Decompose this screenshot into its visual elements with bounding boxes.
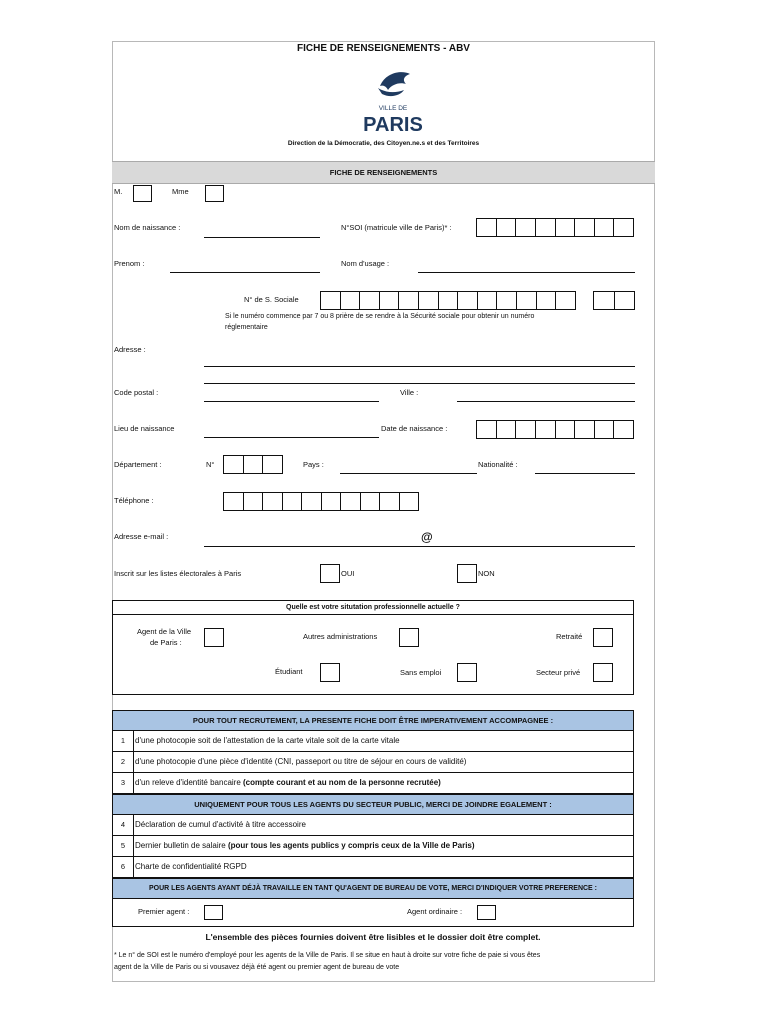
agent-ville-label-line1: Agent de la Ville <box>137 627 192 636</box>
nationalite-label: Nationalité : <box>478 460 518 469</box>
etudiant-label: Étudiant <box>275 667 303 676</box>
secu-note-line2: réglementaire <box>225 324 268 331</box>
doc-row-text: Dernier bulletin de salaire (pour tous les agents publics y compris ceux de la Ville de Paris) <box>135 841 475 850</box>
email-label: Adresse e-mail : <box>114 532 169 541</box>
soi-footnote <box>114 950 634 974</box>
secu-note-line1: Si le numéro commence par 7 ou 8 prière de se rendre à la Sécurité sociale pour obtenir un numéro <box>225 313 535 320</box>
doc-row-number: 4 <box>113 815 134 835</box>
sans-emploi-label: Sans emploi <box>400 668 442 677</box>
soi-footnote-line1: * Le n° de SOI est le numéro d'employé pour les agents de la Ville de Paris. Il se situe en haut à droite sur votre fiche de paie si vous êtes <box>114 952 541 959</box>
page-title: FICHE DE RENSEIGNEMENTS - ABV <box>297 43 470 54</box>
ville-label: Ville : <box>400 388 419 397</box>
agent-ordinaire-label: Agent ordinaire : <box>407 907 463 916</box>
civility-mme-label: Mme <box>172 187 189 196</box>
listes-oui-label: OUI <box>341 569 355 578</box>
nom-usage-field[interactable] <box>418 272 635 273</box>
situation-divider <box>112 614 634 615</box>
prenom-field[interactable] <box>170 272 320 273</box>
etudiant-checkbox[interactable] <box>320 663 340 682</box>
paris-logo <box>356 66 430 136</box>
section-header: FICHE DE RENSEIGNEMENTS <box>112 161 655 184</box>
retraite-label: Retraité <box>556 632 583 641</box>
departement-label: Département : <box>114 460 162 469</box>
nationalite-field[interactable] <box>535 473 635 474</box>
doc-row-number: 1 <box>113 731 134 751</box>
doc-row <box>112 752 634 773</box>
date-naissance-label: Date de naissance : <box>381 424 448 433</box>
retraite-checkbox[interactable] <box>593 628 613 647</box>
listes-non-checkbox[interactable] <box>457 564 477 583</box>
doc-row <box>112 857 634 878</box>
civility-m-label: M. <box>114 187 123 196</box>
adresse-field-line1[interactable] <box>204 366 635 367</box>
code-postal-label: Code postal : <box>114 388 159 397</box>
recrutement-header: POUR TOUT RECRUTEMENT, LA PRESENTE FICHE DOIT ÊTRE IMPERATIVEMENT ACCOMPAGNEE : <box>112 710 634 731</box>
soi-input[interactable] <box>476 218 634 237</box>
doc-row-number: 6 <box>113 857 134 877</box>
secu-input[interactable] <box>320 291 576 310</box>
doc-row-text: d'une photocopie soit de l'attestation de la carte vitale soit de la carte vitale <box>135 736 400 745</box>
at-sign: @ <box>421 530 433 544</box>
direction-text: Direction de la Démocratie, des Citoyen.ne.s et des Territoires <box>287 140 480 147</box>
sans-emploi-checkbox[interactable] <box>457 663 477 682</box>
doc-row <box>112 815 634 836</box>
departement-input[interactable] <box>223 455 283 474</box>
pays-field[interactable] <box>340 473 477 474</box>
listes-oui-checkbox[interactable] <box>320 564 340 583</box>
doc-row-text: d'un releve d'identité bancaire (compte courant et au nom de la personne recrutée) <box>135 778 441 787</box>
prenom-label: Prenom : <box>114 259 145 268</box>
secu-label: N° de S. Sociale <box>244 295 299 304</box>
ville-field[interactable] <box>457 401 635 402</box>
soi-label: N°SOI (matricule ville de Paris)* : <box>341 223 452 232</box>
agent-ville-label-line2: de Paris : <box>150 638 182 647</box>
listes-label: Inscrit sur les listes électorales à Paris <box>114 569 242 578</box>
adresse-field-line2[interactable] <box>204 383 635 384</box>
logo-small-text: VILLE DE <box>378 105 408 112</box>
date-naissance-input[interactable] <box>476 420 634 439</box>
bureau-section <box>112 898 634 927</box>
doc-row-text: Déclaration de cumul d'activité à titre accessoire <box>135 820 306 829</box>
ensemble-note: L'ensemble des pièces fournies doivent être lisibles et le dossier doit être complet. <box>205 932 541 942</box>
civility-mme-checkbox[interactable] <box>205 185 224 202</box>
telephone-input[interactable] <box>223 492 419 511</box>
agent-ville-checkbox[interactable] <box>204 628 224 647</box>
nom-naissance-field[interactable] <box>204 237 320 238</box>
lieu-naissance-label: Lieu de naissance <box>114 424 175 433</box>
doc-row-text: d'une photocopie d'une pièce d'identité (CNI, passeport ou titre de séjour en cours de validité) <box>135 757 467 766</box>
code-postal-field[interactable] <box>204 401 379 402</box>
doc-row-text: Charte de confidentialité RGPD <box>135 862 247 871</box>
secteur-prive-label: Secteur privé <box>536 668 581 677</box>
agent-ordinaire-checkbox[interactable] <box>477 905 496 920</box>
lieu-naissance-field[interactable] <box>204 437 379 438</box>
email-field[interactable] <box>204 546 635 547</box>
doc-row <box>112 731 634 752</box>
pays-label: Pays : <box>303 460 324 469</box>
autres-admin-label: Autres administrations <box>303 632 378 641</box>
logo-big-text: PARIS <box>363 114 423 136</box>
listes-non-label: NON <box>478 569 495 578</box>
telephone-label: Téléphone : <box>114 496 154 505</box>
doc-row-number: 5 <box>113 836 134 856</box>
doc-row <box>112 773 634 794</box>
autres-admin-checkbox[interactable] <box>399 628 419 647</box>
premier-agent-label: Premier agent : <box>138 907 190 916</box>
soi-footnote-line2: agent de la Ville de Paris ou si vousavez déjà été agent ou premier agent de bureau de vote <box>114 964 400 971</box>
civility-m-checkbox[interactable] <box>133 185 152 202</box>
nom-usage-label: Nom d'usage : <box>341 259 390 268</box>
bureau-header: POUR LES AGENTS AYANT DÉJÀ TRAVAILLE EN TANT QU'AGENT DE BUREAU DE VOTE, MERCI D'INDIQUER VOTRE PREFERENCE : <box>112 878 634 899</box>
adresse-label: Adresse : <box>114 345 146 354</box>
secteur-prive-checkbox[interactable] <box>593 663 613 682</box>
nom-naissance-label: Nom de naissance : <box>114 223 181 232</box>
departement-num-label: N° <box>206 460 215 469</box>
doc-row-number: 2 <box>113 752 134 772</box>
doc-row-number: 3 <box>113 773 134 793</box>
situation-title: Quelle est votre situtation professionnelle actuelle ? <box>286 604 460 611</box>
public-header: UNIQUEMENT POUR TOUS LES AGENTS DU SECTEUR PUBLIC, MERCI DE JOINDRE EGALEMENT : <box>112 794 634 815</box>
doc-row <box>112 836 634 857</box>
premier-agent-checkbox[interactable] <box>204 905 223 920</box>
secu-key-input[interactable] <box>593 291 635 310</box>
